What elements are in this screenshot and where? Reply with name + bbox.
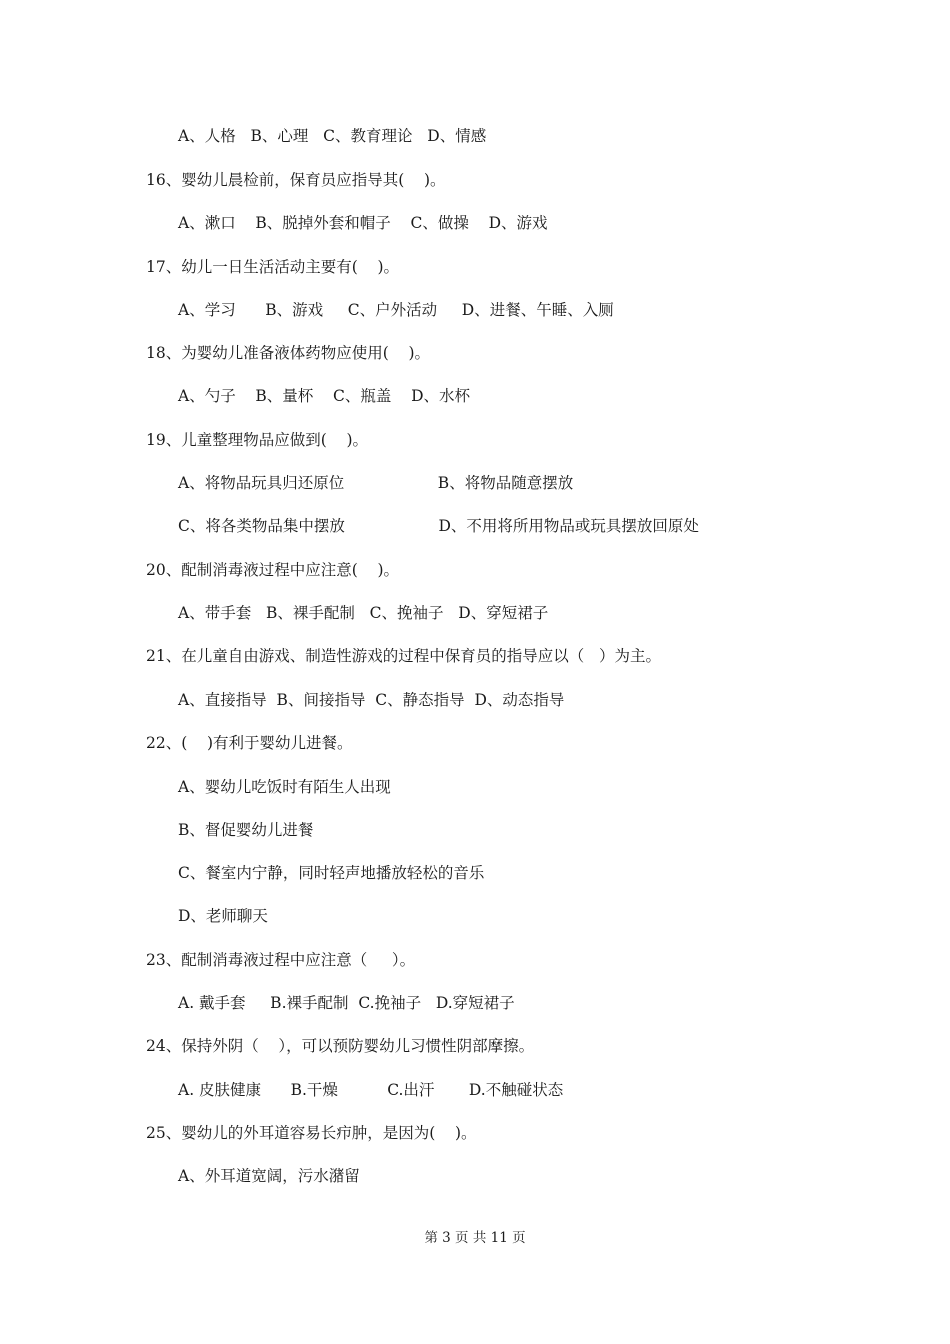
- question-21: 21、在儿童自由游戏、制造性游戏的过程中保育员的指导应以（ ）为主。: [146, 647, 662, 665]
- q22-option-d: D、老师聊天: [178, 907, 268, 925]
- question-25: 25、婴幼儿的外耳道容易长疖肿，是因为( )。: [146, 1124, 477, 1142]
- q19-options-cd: C、将各类物品集中摆放 D、不用将所用物品或玩具摆放回原处: [178, 517, 699, 535]
- q23-options: A. 戴手套 B.裸手配制 C.挽袖子 D.穿短裙子: [178, 994, 515, 1012]
- q22-option-a: A、婴幼儿吃饭时有陌生人出现: [178, 778, 391, 796]
- page-footer: 第 3 页 共 11 页: [424, 1230, 526, 1246]
- q16-options: A、漱口 B、脱掉外套和帽子 C、做操 D、游戏: [178, 214, 548, 232]
- question-22: 22、( )有利于婴幼儿进餐。: [146, 734, 353, 752]
- q15-options: A、人格 B、心理 C、教育理论 D、情感: [178, 127, 487, 145]
- q19-options-ab: A、将物品玩具归还原位 B、将物品随意摆放: [178, 474, 574, 492]
- question-20: 20、配制消毒液过程中应注意( )。: [146, 561, 400, 579]
- q17-options: A、学习 B、游戏 C、户外活动 D、进餐、午睡、入厕: [178, 301, 614, 319]
- question-16: 16、婴幼儿晨检前，保育员应指导其( )。: [146, 171, 446, 189]
- q22-option-c: C、餐室内宁静，同时轻声地播放轻松的音乐: [178, 864, 485, 882]
- q24-options: A. 皮肤健康 B.干燥 C.出汗 D.不触碰状态: [178, 1081, 564, 1099]
- question-19: 19、儿童整理物品应做到( )。: [146, 431, 369, 449]
- question-23: 23、配制消毒液过程中应注意（ ）。: [146, 951, 416, 969]
- question-24: 24、保持外阴（ ），可以预防婴幼儿习惯性阴部摩擦。: [146, 1037, 535, 1055]
- q22-option-b: B、督促婴幼儿进餐: [178, 821, 314, 839]
- question-18: 18、为婴幼儿准备液体药物应使用( )。: [146, 344, 431, 362]
- q18-options: A、勺子 B、量杯 C、瓶盖 D、水杯: [178, 387, 470, 405]
- q20-options: A、带手套 B、裸手配制 C、挽袖子 D、穿短裙子: [178, 604, 549, 622]
- q25-option-a: A、外耳道宽阔，污水潴留: [178, 1167, 360, 1185]
- question-17: 17、幼儿一日生活活动主要有( )。: [146, 258, 400, 276]
- q21-options: A、直接指导 B、间接指导 C、静态指导 D、动态指导: [178, 691, 565, 709]
